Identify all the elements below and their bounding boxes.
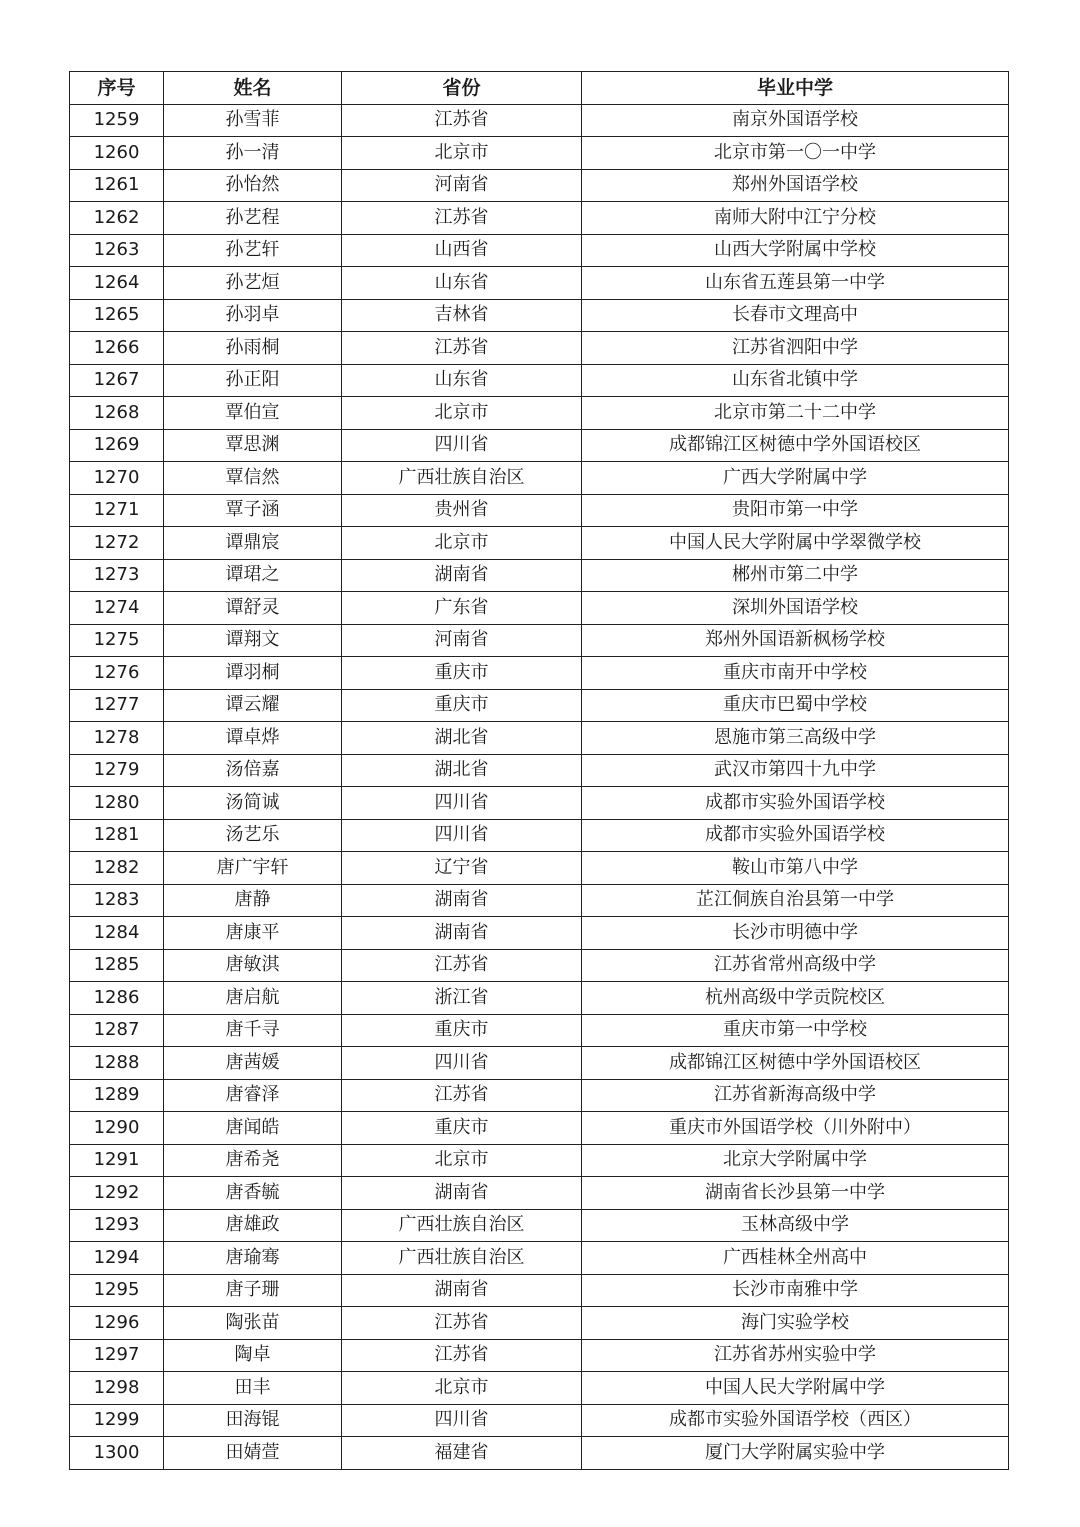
cell-province: 山西省 [342, 234, 582, 267]
cell-name: 唐香毓 [164, 1177, 342, 1210]
cell-name: 覃思渊 [164, 429, 342, 462]
table-row [70, 1242, 1009, 1275]
table-row [70, 1339, 1009, 1372]
table-row [70, 559, 1009, 592]
cell-high-school: 南师大附中江宁分校 [582, 202, 1009, 235]
cell-province: 湖南省 [342, 1177, 582, 1210]
cell-province: 广西壮族自治区 [342, 1242, 582, 1275]
cell-name: 唐茜媛 [164, 1047, 342, 1080]
cell-name: 唐子珊 [164, 1274, 342, 1307]
cell-province: 贵州省 [342, 494, 582, 527]
cell-name: 覃子涵 [164, 494, 342, 527]
cell-serial-number: 1259 [70, 104, 164, 137]
cell-serial-number: 1297 [70, 1339, 164, 1372]
cell-name: 孙正阳 [164, 364, 342, 397]
cell-name: 唐千寻 [164, 1014, 342, 1047]
cell-name: 谭舒灵 [164, 592, 342, 625]
table-row [70, 364, 1009, 397]
table-row [70, 852, 1009, 885]
cell-high-school: 长沙市南雅中学 [582, 1274, 1009, 1307]
cell-province: 广西壮族自治区 [342, 462, 582, 495]
cell-province: 四川省 [342, 819, 582, 852]
cell-high-school: 芷江侗族自治县第一中学 [582, 884, 1009, 917]
cell-serial-number: 1294 [70, 1242, 164, 1275]
cell-serial-number: 1279 [70, 754, 164, 787]
cell-serial-number: 1299 [70, 1404, 164, 1437]
cell-high-school: 山西大学附属中学校 [582, 234, 1009, 267]
table-row [70, 169, 1009, 202]
cell-high-school: 山东省北镇中学 [582, 364, 1009, 397]
table-row [70, 462, 1009, 495]
cell-province: 江苏省 [342, 202, 582, 235]
table-row [70, 1112, 1009, 1145]
cell-name: 唐康平 [164, 917, 342, 950]
table-row [70, 104, 1009, 137]
cell-province: 重庆市 [342, 689, 582, 722]
cell-name: 孙雨桐 [164, 332, 342, 365]
cell-name: 孙艺轩 [164, 234, 342, 267]
cell-province: 江苏省 [342, 1339, 582, 1372]
cell-province: 北京市 [342, 1372, 582, 1405]
cell-province: 山东省 [342, 364, 582, 397]
table-row [70, 949, 1009, 982]
cell-high-school: 深圳外国语学校 [582, 592, 1009, 625]
cell-province: 北京市 [342, 397, 582, 430]
table-row [70, 267, 1009, 300]
cell-serial-number: 1291 [70, 1144, 164, 1177]
cell-name: 唐希尧 [164, 1144, 342, 1177]
cell-name: 谭珺之 [164, 559, 342, 592]
cell-high-school: 郑州外国语学校 [582, 169, 1009, 202]
cell-province: 北京市 [342, 137, 582, 170]
cell-high-school: 重庆市第一中学校 [582, 1014, 1009, 1047]
cell-province: 北京市 [342, 527, 582, 560]
cell-name: 谭卓烨 [164, 722, 342, 755]
header-province: 省份 [342, 72, 582, 105]
cell-high-school: 重庆市巴蜀中学校 [582, 689, 1009, 722]
cell-province: 湖南省 [342, 917, 582, 950]
cell-high-school: 成都市实验外国语学校 [582, 819, 1009, 852]
table-row [70, 689, 1009, 722]
cell-name: 孙羽卓 [164, 299, 342, 332]
table-row [70, 1307, 1009, 1340]
cell-name: 唐睿泽 [164, 1079, 342, 1112]
cell-name: 田丰 [164, 1372, 342, 1405]
cell-high-school: 成都锦江区树德中学外国语校区 [582, 1047, 1009, 1080]
table-row [70, 884, 1009, 917]
cell-province: 河南省 [342, 624, 582, 657]
table-row [70, 722, 1009, 755]
cell-province: 福建省 [342, 1437, 582, 1470]
cell-high-school: 成都锦江区树德中学外国语校区 [582, 429, 1009, 462]
cell-high-school: 玉林高级中学 [582, 1209, 1009, 1242]
cell-high-school: 重庆市南开中学校 [582, 657, 1009, 690]
cell-name: 孙怡然 [164, 169, 342, 202]
table-row [70, 1404, 1009, 1437]
cell-province: 辽宁省 [342, 852, 582, 885]
table-row [70, 299, 1009, 332]
cell-name: 唐瑜骞 [164, 1242, 342, 1275]
cell-serial-number: 1286 [70, 982, 164, 1015]
cell-province: 四川省 [342, 1404, 582, 1437]
cell-province: 四川省 [342, 1047, 582, 1080]
cell-province: 吉林省 [342, 299, 582, 332]
cell-name: 陶张苗 [164, 1307, 342, 1340]
cell-high-school: 广西桂林全州高中 [582, 1242, 1009, 1275]
cell-high-school: 湖南省长沙县第一中学 [582, 1177, 1009, 1210]
table-row [70, 429, 1009, 462]
table-row [70, 202, 1009, 235]
cell-name: 覃信然 [164, 462, 342, 495]
table-row [70, 494, 1009, 527]
table-row [70, 397, 1009, 430]
table-row [70, 917, 1009, 950]
cell-serial-number: 1275 [70, 624, 164, 657]
cell-name: 汤简诚 [164, 787, 342, 820]
table-row [70, 1437, 1009, 1470]
table-row [70, 234, 1009, 267]
cell-high-school: 武汉市第四十九中学 [582, 754, 1009, 787]
table-row [70, 787, 1009, 820]
cell-province: 广东省 [342, 592, 582, 625]
table-row [70, 624, 1009, 657]
table-row [70, 1144, 1009, 1177]
cell-serial-number: 1273 [70, 559, 164, 592]
cell-province: 重庆市 [342, 1112, 582, 1145]
cell-name: 田婧萱 [164, 1437, 342, 1470]
cell-province: 湖南省 [342, 559, 582, 592]
cell-serial-number: 1267 [70, 364, 164, 397]
cell-high-school: 北京市第二十二中学 [582, 397, 1009, 430]
cell-name: 谭云耀 [164, 689, 342, 722]
cell-name: 覃伯宣 [164, 397, 342, 430]
cell-serial-number: 1293 [70, 1209, 164, 1242]
cell-serial-number: 1271 [70, 494, 164, 527]
cell-serial-number: 1262 [70, 202, 164, 235]
cell-name: 唐启航 [164, 982, 342, 1015]
cell-serial-number: 1283 [70, 884, 164, 917]
cell-province: 河南省 [342, 169, 582, 202]
roster-table [69, 71, 1009, 1470]
cell-high-school: 长沙市明德中学 [582, 917, 1009, 950]
cell-province: 重庆市 [342, 1014, 582, 1047]
cell-serial-number: 1282 [70, 852, 164, 885]
cell-high-school: 江苏省苏州实验中学 [582, 1339, 1009, 1372]
cell-serial-number: 1281 [70, 819, 164, 852]
cell-name: 谭羽桐 [164, 657, 342, 690]
cell-serial-number: 1266 [70, 332, 164, 365]
cell-name: 孙艺程 [164, 202, 342, 235]
cell-name: 孙雪菲 [164, 104, 342, 137]
cell-high-school: 恩施市第三高级中学 [582, 722, 1009, 755]
cell-high-school: 厦门大学附属实验中学 [582, 1437, 1009, 1470]
cell-high-school: 山东省五莲县第一中学 [582, 267, 1009, 300]
cell-high-school: 江苏省泗阳中学 [582, 332, 1009, 365]
cell-serial-number: 1264 [70, 267, 164, 300]
cell-province: 江苏省 [342, 949, 582, 982]
cell-province: 江苏省 [342, 332, 582, 365]
cell-serial-number: 1260 [70, 137, 164, 170]
cell-serial-number: 1265 [70, 299, 164, 332]
header-high-school: 毕业中学 [582, 72, 1009, 105]
table-row [70, 137, 1009, 170]
cell-serial-number: 1278 [70, 722, 164, 755]
table-row [70, 527, 1009, 560]
cell-serial-number: 1280 [70, 787, 164, 820]
cell-serial-number: 1263 [70, 234, 164, 267]
cell-high-school: 北京大学附属中学 [582, 1144, 1009, 1177]
cell-name: 谭翔文 [164, 624, 342, 657]
cell-high-school: 长春市文理高中 [582, 299, 1009, 332]
cell-serial-number: 1277 [70, 689, 164, 722]
cell-province: 江苏省 [342, 1079, 582, 1112]
table-row [70, 982, 1009, 1015]
cell-name: 汤艺乐 [164, 819, 342, 852]
cell-name: 陶卓 [164, 1339, 342, 1372]
cell-province: 四川省 [342, 429, 582, 462]
cell-province: 湖北省 [342, 754, 582, 787]
cell-high-school: 贵阳市第一中学 [582, 494, 1009, 527]
cell-serial-number: 1285 [70, 949, 164, 982]
cell-high-school: 杭州高级中学贡院校区 [582, 982, 1009, 1015]
cell-high-school: 广西大学附属中学 [582, 462, 1009, 495]
table-row [70, 1372, 1009, 1405]
cell-province: 重庆市 [342, 657, 582, 690]
cell-name: 孙一清 [164, 137, 342, 170]
cell-name: 唐闻皓 [164, 1112, 342, 1145]
cell-serial-number: 1284 [70, 917, 164, 950]
cell-serial-number: 1292 [70, 1177, 164, 1210]
cell-serial-number: 1268 [70, 397, 164, 430]
table-body [70, 104, 1009, 1469]
table-row [70, 332, 1009, 365]
cell-province: 湖南省 [342, 884, 582, 917]
cell-high-school: 中国人民大学附属中学 [582, 1372, 1009, 1405]
cell-province: 湖南省 [342, 1274, 582, 1307]
cell-high-school: 北京市第一〇一中学 [582, 137, 1009, 170]
cell-province: 四川省 [342, 787, 582, 820]
cell-serial-number: 1270 [70, 462, 164, 495]
cell-province: 浙江省 [342, 982, 582, 1015]
table-row [70, 754, 1009, 787]
cell-serial-number: 1287 [70, 1014, 164, 1047]
cell-province: 湖北省 [342, 722, 582, 755]
cell-name: 唐敏淇 [164, 949, 342, 982]
cell-high-school: 鞍山市第八中学 [582, 852, 1009, 885]
cell-province: 北京市 [342, 1144, 582, 1177]
cell-serial-number: 1276 [70, 657, 164, 690]
cell-province: 山东省 [342, 267, 582, 300]
cell-name: 孙艺烜 [164, 267, 342, 300]
table-row [70, 1079, 1009, 1112]
cell-serial-number: 1274 [70, 592, 164, 625]
cell-serial-number: 1261 [70, 169, 164, 202]
cell-serial-number: 1272 [70, 527, 164, 560]
header-name: 姓名 [164, 72, 342, 105]
cell-high-school: 江苏省新海高级中学 [582, 1079, 1009, 1112]
cell-name: 唐雄政 [164, 1209, 342, 1242]
cell-name: 谭鼎宸 [164, 527, 342, 560]
cell-serial-number: 1288 [70, 1047, 164, 1080]
cell-high-school: 江苏省常州高级中学 [582, 949, 1009, 982]
table-row [70, 819, 1009, 852]
cell-high-school: 郴州市第二中学 [582, 559, 1009, 592]
table-row [70, 1209, 1009, 1242]
cell-serial-number: 1269 [70, 429, 164, 462]
cell-serial-number: 1300 [70, 1437, 164, 1470]
cell-high-school: 重庆市外国语学校（川外附中） [582, 1112, 1009, 1145]
cell-serial-number: 1289 [70, 1079, 164, 1112]
header-serial-number: 序号 [70, 72, 164, 105]
cell-name: 田海锟 [164, 1404, 342, 1437]
cell-name: 汤倍嘉 [164, 754, 342, 787]
cell-serial-number: 1298 [70, 1372, 164, 1405]
cell-serial-number: 1296 [70, 1307, 164, 1340]
cell-high-school: 成都市实验外国语学校（西区） [582, 1404, 1009, 1437]
cell-high-school: 海门实验学校 [582, 1307, 1009, 1340]
table-row [70, 592, 1009, 625]
cell-province: 江苏省 [342, 104, 582, 137]
cell-province: 广西壮族自治区 [342, 1209, 582, 1242]
cell-name: 唐静 [164, 884, 342, 917]
table-row [70, 1047, 1009, 1080]
cell-serial-number: 1295 [70, 1274, 164, 1307]
cell-high-school: 成都市实验外国语学校 [582, 787, 1009, 820]
cell-high-school: 南京外国语学校 [582, 104, 1009, 137]
cell-high-school: 郑州外国语新枫杨学校 [582, 624, 1009, 657]
table-row [70, 1014, 1009, 1047]
cell-serial-number: 1290 [70, 1112, 164, 1145]
table-row [70, 1274, 1009, 1307]
table-row [70, 657, 1009, 690]
cell-province: 江苏省 [342, 1307, 582, 1340]
cell-name: 唐广宇轩 [164, 852, 342, 885]
table-row [70, 1177, 1009, 1210]
cell-high-school: 中国人民大学附属中学翠微学校 [582, 527, 1009, 560]
table-header-row [70, 72, 1009, 105]
